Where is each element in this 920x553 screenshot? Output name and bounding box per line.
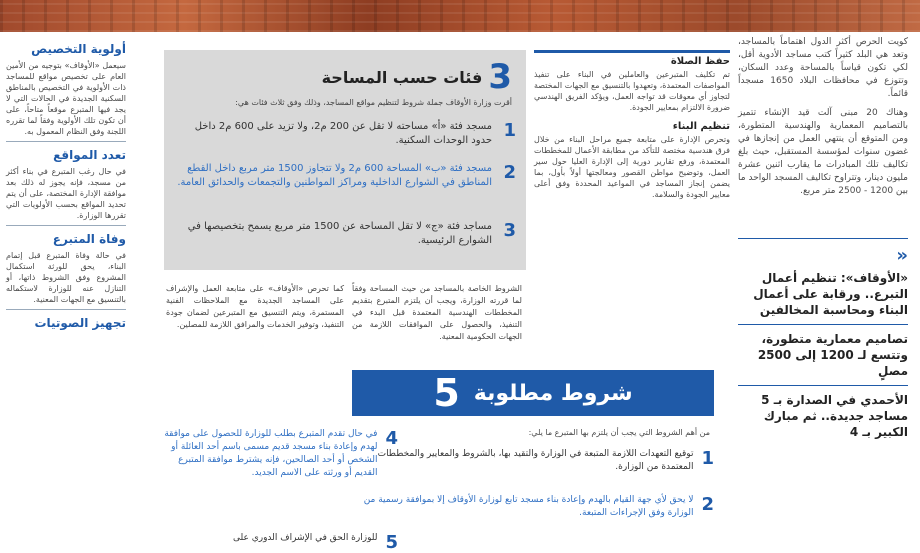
middle-text-2: وتحرص الإدارة على متابعة جميع مراحل البناء من خلال فرق هندسية مختصة للتأكد من مطابقة الأعمال للمخططات المعتمدة، ورفع تقارير دورية إلى الإدارة العليا حول سير العمل، وتوضيح مواطن القصور ومعالجتها أولاً بأول، بما يضمن إنجاز المساجد في المواعيد المحددة وفق أعلى معايير الجودة والسلامة. [534,135,730,199]
headline-designs: تصاميم معمارية متطورة، وتتسع لـ 1200 إلى 2500 مصلٍ [757,332,908,378]
conditions-title-bar [352,370,714,416]
item-number: 3 [503,220,516,241]
left-column [6,36,126,334]
section-title-donor-death: وفاة المتبرع [52,232,126,246]
condition-number: 4 [385,428,398,449]
column-rule [534,50,730,53]
right-para-text: وهناك 20 مبنى آلت قيد الإنشاء تتميز بالتصاميم المعمارية والهندسية المتطورة، ومن المتوقع أن ينتهي العمل من إنجازها في غضون سنوات لمؤسسة المستقبل، حيث بلغ تكاليف تلك المبادرات ما يقارب اثنين عشرة مليون دينار، وتتراوح تكاليف المسجد الواحد ما بين 1200 - 2500 متر مربع. [738,108,908,196]
box-header [321,57,512,97]
middle-column [534,50,730,200]
box-title: فئات حسب المساحة [321,67,483,87]
section-divider [6,141,126,142]
category-item [176,162,516,190]
condition-text: توقيع التعهدات اللازمة المتبعة في الوزارة والتقيد بها، بالشروط والمعايير والمخططات المعتمدة من الوزارة. [377,449,694,472]
section-text-donor-death: في حالة وفاة المتبرع قبل إتمام البناء، يحق للورثة استكمال المشروع وفق الشروط ذاتها، أو التنازل عنه للوزارة لاستكماله بالتنسيق مع الجهات المعنية. [6,251,126,304]
condition-text: في حال تقدم المتبرع بطلب للوزارة للحصول على موافقة لهدم وإعادة بناء مسجد قديم مسمى باسم أحد العائلة أو الشخص أو أحد الصالحين، فإنه يشترط موافقة المتبرع القديم أو ورثته على الاسم الجديد. [164,429,378,478]
quote-mark-icon: « [896,245,908,266]
lower-text-b: كما تحرص «الأوقاف» على متابعة العمل والإشراف على المساجد الجديدة مع الملاحظات الفنية المستمرة، ويتم التنسيق مع المتبرعين لضمان جودة التنفيذ، وتوفير الخدمات والمرافق اللازمة للمصلين. [166,284,344,329]
headline-ahmadi: الأحمدي في الصدارة بـ 5 مساجد جديدة.. ثم مبارك الكبير بـ 4 [761,393,908,439]
box-intro: أقرت وزارة الأوقاف جملة شروط لتنظيم مواقع المساجد، وذلك وفق ثلاث فئات هي: [235,98,512,107]
right-divider [738,238,908,239]
section-title-audio: تجهيز الصوتيات [34,316,126,330]
condition-item [358,448,714,474]
condition-item [358,494,714,520]
subhead-building: تنظيم البناء [672,121,730,132]
section-text-locations: في حال رغب المتبرع في بناء أكثر من مسجد، فإنه يجوز له ذلك بعد موافقة الإدارة المختصة، على أن يتم تحديد المواقع بحسب الأولويات التي تقررها الوزارة. [6,167,126,220]
headline-regulation: «الأوقاف»: تنظيم أعمال التبرع.. ورقابة على أعمال البناء ومحاسبة المخالفين [753,271,908,317]
condition-number: 5 [385,532,398,553]
section-divider [6,225,126,226]
item-text: مسجد فئة «أ» مساحته لا تقل عن 200 م2، ولا تزيد على 600 م2 داخل حدود الوحدات السكنية. [194,121,492,146]
conditions-intro: من أهم الشروط التي يجب أن يلتزم بها المتبرع ما يلي: [528,428,710,437]
conditions-number: 5 [433,371,460,415]
lower-text-a: الشروط الخاصة بالمساجد من حيث المساحة وفقاً لما قررته الوزارة، ويجب أن يلتزم المتبرع بتقديم المخططات الهندسية المعتمدة قبل البدء في التنفيذ، والحصول على الموافقات اللازمة من الجهات الحكومية المعنية. [352,284,522,341]
section-divider [6,309,126,310]
item-text: مساجد فئة «ج» لا تقل المساحة عن 1500 متر مربع يسمح بتخصيصها في الشوارع الرئيسية. [187,221,492,246]
condition-number: 2 [701,494,714,515]
item-number: 1 [503,120,516,141]
condition-item [160,428,398,480]
subhead-prayer: حفظ الصلاة [670,56,730,67]
right-column [738,36,908,444]
categories-box [164,50,526,270]
condition-text: للوزارة الحق في الإشراف الدوري على [232,533,378,543]
condition-text: لا يحق لأي جهة القيام بالهدم وإعادة بناء مسجد تابع لوزارة الأوقاف إلا بموافقة رسمية من الوزارة وفق الإجراءات المتبعة. [363,495,694,518]
conditions-title: شروط مطلوبة [473,380,633,406]
middle-text-1: تم تكليف المتبرعين والعاملين في البناء على تنفيذ المواصفات المعتمدة، وتعهدوا بالتنسيق مع الجهات المختصة لتجاوز أي معوقات قد تواجه العمل، ويؤكد الفريق الهندسي ضرورة الالتزام بمعايير الجودة. [534,70,730,112]
item-number: 2 [503,162,516,183]
header-banner-image [0,0,920,32]
condition-number: 1 [701,448,714,469]
section-text-priority: سيعمل «الأوقاف» بتوجيه من الأمين العام على تخصيص مواقع للمساجد ذات الأولوية في التخصيص بالمناطق السكنية الجديدة في الحالات التي لا يجد فيها المتبرع موقعاً متاحاً، على أن تكون تلك الأولوية وفقاً لما تقرره اللجنة وفق النظام المعمول به. [6,61,126,136]
right-intro-text: كويت الحرص أكثر الدول اهتماماً بالمساجد، وتعد هي البلد كثيراً كتب مساجد الأدوية أقل، لكي تكون قياساً بالمساحة وعدد السكان، وتتوزع في محافظات البلاد 1650 مسجداً قائماً. [738,37,908,99]
category-item [176,220,516,248]
box-number: 3 [488,57,512,97]
right-divider [738,385,908,386]
section-title-priority: أولوية التخصيص [31,42,126,56]
item-text: مسجد فئة «ب» المساحة 600 م2 ولا تتجاوز 1500 متر مربع داخل القطع المناطق في الشوارع الداخلية ومراكز المواطنين والتجمعات والحدائق العامة. [177,163,492,188]
right-divider [738,324,908,325]
category-item [176,120,516,148]
section-title-locations: تعدد المواقع [53,148,126,162]
